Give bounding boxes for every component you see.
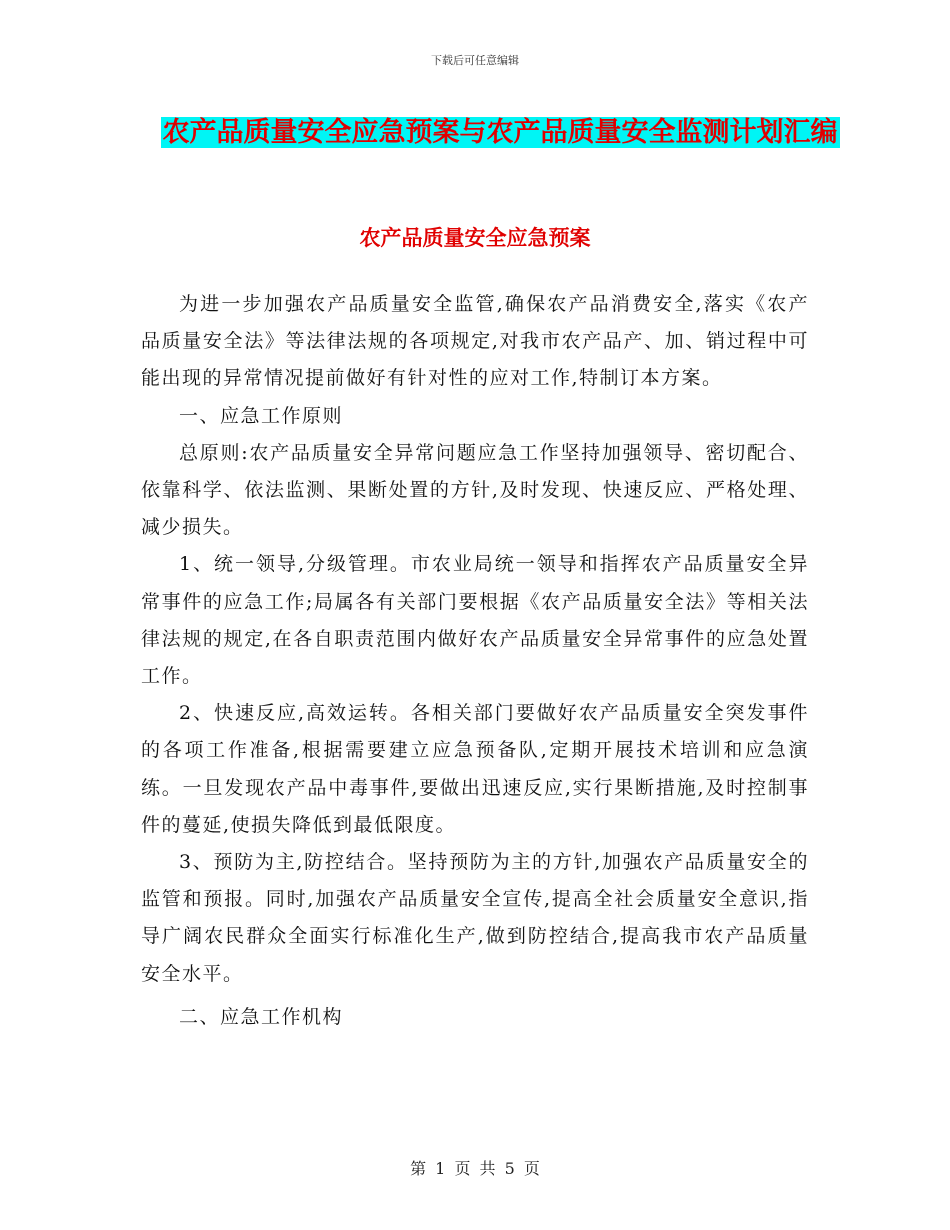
document-title-text: 农产品质量安全应急预案与农产品质量安全监测计划汇编 <box>162 117 838 148</box>
heading-organization: 二、应急工作机构 <box>179 1005 344 1028</box>
paragraph-general-principle: 总原则:农产品质量安全异常问题应急工作坚持加强领导、密切配合、依靠科学、依法监测、果断处置的方针,及时发现、快速反应、严格处理、减少损失。 <box>141 441 809 539</box>
document-title <box>140 108 860 158</box>
document-body <box>141 286 809 1036</box>
page-header-note: 下载后可任意编辑 <box>431 54 519 67</box>
paragraph-principle-3: 3、预防为主,防控结合。坚持预防为主的方针,加强农产品质量安全的监管和预报。同时,加强农产品质量安全宣传,提高全社会质量安全意识,指导广阔农民群众全面实行标准化生产,做到防控结合,提高我市农产品质量安全水平。 <box>141 851 809 985</box>
section-title: 农产品质量安全应急预案 <box>359 226 591 250</box>
heading-principles: 一、应急工作原则 <box>179 404 344 427</box>
paragraph-principle-1: 1、统一领导,分级管理。市农业局统一领导和指挥农产品质量安全异常事件的应急工作;局属各有关部门要根据《农产品质量安全法》等相关法律法规的规定,在各自职责范围内做好农产品质量安全异常事件的应急处置工作。 <box>141 553 809 688</box>
paragraph-principle-2: 2、快速反应,高效运转。各相关部门要做好农产品质量安全突发事件的各项工作准备,根据需要建立应急预备队,定期开展技术培训和应急演练。一旦发现农产品中毒事件,要做出迅速反应,实行果断措施,及时控制事件的蔓延,使损失降低到最低限度。 <box>141 702 809 836</box>
page-number: 第 1 页 共 5 页 <box>410 1159 540 1178</box>
paragraph-intro: 为进一步加强农产品质量安全监管,确保农产品消费安全,落实《农产品质量安全法》等法律法规的各项规定,对我市农产品产、加、销过程中可能出现的异常情况提前做好有针对性的应对工作,特制订本方案。 <box>141 293 809 390</box>
